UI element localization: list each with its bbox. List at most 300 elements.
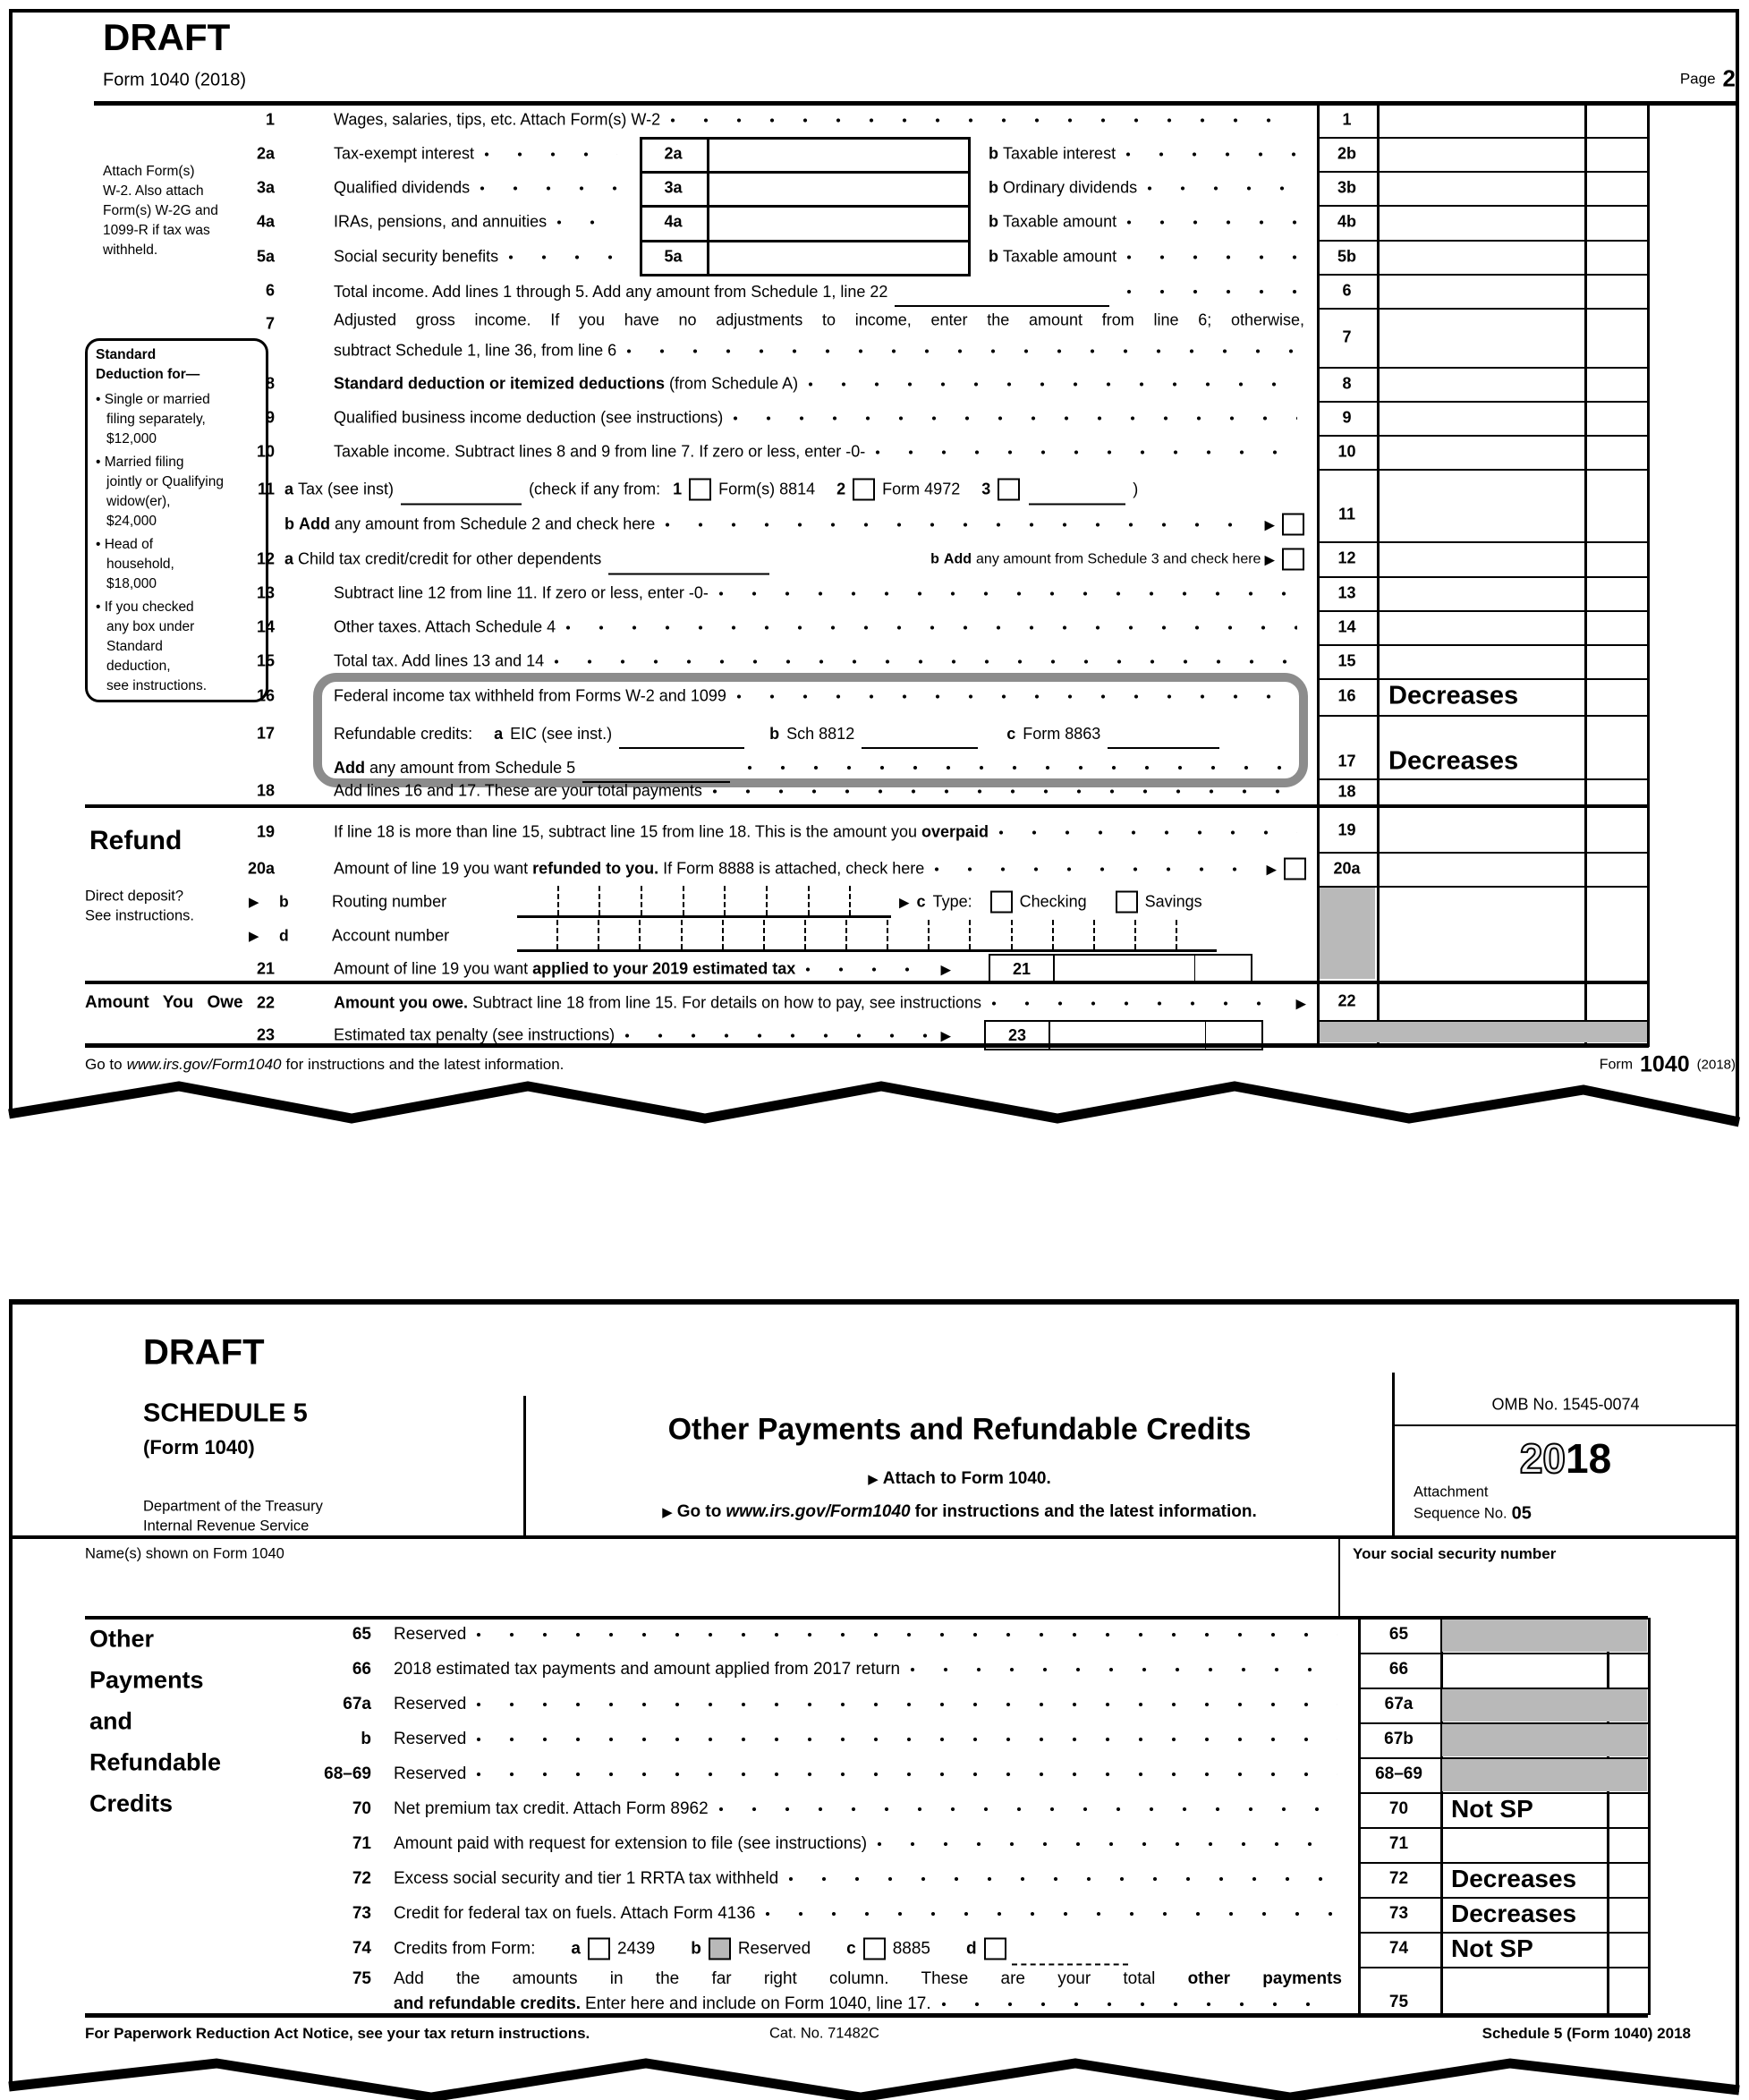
line-66-desc	[394, 1660, 1346, 1679]
digit-cell[interactable]	[1134, 920, 1176, 949]
direct-deposit-note: See instructions.	[85, 907, 194, 924]
digit-cell[interactable]	[1011, 920, 1052, 949]
sub-letter-d: d	[966, 1939, 977, 1958]
line-5b-amount-cell[interactable]	[1379, 242, 1583, 272]
row-66-number: 66	[1388, 1660, 1409, 1679]
arrow-icon: ▶	[1264, 517, 1275, 532]
form-title: Form 1040 (2018)	[103, 70, 247, 90]
line-17-draft-value: Decreases	[1388, 746, 1519, 776]
std-bullet: deduction,	[106, 659, 171, 674]
row-20a-number: 20a	[1333, 859, 1361, 878]
draft-watermark: DRAFT	[103, 16, 231, 58]
line-22-desc	[334, 994, 1306, 1013]
digit-cell[interactable]	[1052, 920, 1093, 949]
table-line	[1358, 1688, 1650, 1689]
line-17c-form8863: Form 8863	[1023, 724, 1101, 743]
row-4b-number: 4b	[1337, 212, 1356, 231]
line-7-text-2: subtract Schedule 1, line 36, from line 6	[334, 341, 617, 360]
line-6-desc	[334, 281, 1306, 302]
table-line	[1317, 678, 1649, 680]
digit-cell[interactable]	[598, 920, 639, 949]
arrow-icon: ▶	[249, 895, 259, 910]
check-1-label: 1	[673, 480, 683, 498]
std-bullet: household,	[106, 557, 174, 572]
line-9-desc	[334, 409, 1306, 428]
line-73-amount-cell[interactable]	[1442, 1899, 1605, 1930]
row-22-number: 22	[1337, 991, 1356, 1010]
line-22-text: Subtract line 18 from line 15. For details on how to pay, see instructions	[472, 993, 981, 1012]
line-1-number: 1	[265, 110, 275, 129]
line-21-amount-field[interactable]	[1055, 956, 1251, 982]
checking-checkbox[interactable]	[990, 891, 1013, 914]
line-10-amount-cell[interactable]	[1379, 437, 1583, 467]
dot-leaders	[483, 150, 617, 157]
dot-leaders	[717, 1806, 1337, 1813]
table-line	[1647, 103, 1650, 1047]
row-71-number: 71	[1388, 1834, 1409, 1853]
std-bullet: widow(er),	[106, 494, 171, 509]
line-12b-add: Add	[943, 551, 972, 566]
omb-underline	[1392, 1424, 1739, 1426]
line-19-text: If line 18 is more than line 15, subtract line 15 from line 18. This is the amount you	[334, 822, 918, 841]
line-3a-desc	[334, 179, 626, 198]
line-14-amount-cell[interactable]	[1379, 612, 1583, 642]
line-17-add-desc	[334, 757, 1297, 778]
table-line	[1584, 103, 1587, 1047]
line-18-number: 18	[256, 781, 275, 800]
digit-cell[interactable]	[557, 886, 599, 915]
line-75-bold-1: other payments	[1187, 1969, 1342, 1988]
line-3b-amount-cell[interactable]	[1379, 173, 1583, 203]
std-title: Standard	[96, 347, 157, 362]
digit-cell[interactable]	[928, 920, 969, 949]
line-1-desc	[334, 111, 1306, 130]
schedule-title: SCHEDULE 5	[143, 1399, 308, 1428]
line-75-number: 75	[352, 1969, 371, 1988]
amount-you-owe-label: Amount You Owe	[85, 993, 243, 1012]
sub-letter-b: b	[691, 1939, 701, 1958]
attach-note: Attach Form(s)	[103, 164, 195, 179]
page1-footer-right	[1467, 1052, 1736, 1078]
refund-label: Refund	[89, 826, 183, 855]
page1-border-top	[9, 9, 1739, 13]
row-74-number: 74	[1388, 1939, 1409, 1958]
line-2b-text: Taxable interest	[1003, 144, 1116, 163]
digit-cell[interactable]	[1176, 920, 1217, 949]
line-13-amount-cell[interactable]	[1379, 578, 1583, 608]
digit-cell[interactable]	[599, 886, 641, 915]
dot-leaders	[625, 347, 1297, 354]
row-16-number: 16	[1337, 686, 1356, 705]
dot-leaders	[1146, 184, 1297, 191]
row-2b-number: 2b	[1337, 144, 1356, 163]
section-label: Payments	[89, 1666, 204, 1694]
line-70-text: Net premium tax credit. Attach Form 8962	[394, 1799, 709, 1818]
checking-label: Checking	[1019, 892, 1087, 911]
schedule-form-ref: (Form 1040)	[143, 1436, 255, 1458]
form-4972-checkbox[interactable]	[853, 479, 875, 501]
digit-cell[interactable]	[804, 920, 845, 949]
line-7-desc-2	[334, 342, 1306, 361]
digit-cell[interactable]	[556, 920, 598, 949]
line-1-text: Wages, salaries, tips, etc. Attach Form(s) W-2	[334, 110, 661, 129]
goto-instruction	[523, 1502, 1396, 1522]
line-6-blank-field[interactable]	[895, 285, 1109, 307]
line-11a-tax-blank[interactable]	[401, 483, 522, 505]
line-10-desc	[334, 443, 1306, 462]
std-bullet: $12,000	[106, 431, 157, 446]
dot-leaders	[553, 658, 1297, 665]
draft-watermark: DRAFT	[143, 1332, 265, 1373]
row-13-number: 13	[1337, 583, 1356, 602]
line-74-amount-cell[interactable]	[1442, 1934, 1605, 1965]
line-8-amount-cell[interactable]	[1379, 369, 1583, 399]
form-8885-checkbox[interactable]	[863, 1938, 886, 1960]
row-65-number: 65	[1388, 1625, 1409, 1644]
attach-note: Form(s) W-2G and	[103, 203, 218, 218]
line-19-overpaid: overpaid	[921, 822, 989, 841]
digit-cell[interactable]	[845, 920, 887, 949]
page1-border-left	[9, 9, 13, 1115]
line-11a-other-blank[interactable]	[1029, 483, 1125, 505]
std-bullet: jointly or Qualifying	[106, 474, 224, 489]
line-17-add-blank[interactable]	[582, 761, 730, 783]
arrow-icon: ▶	[1295, 996, 1306, 1011]
footer-url[interactable]: www.irs.gov/Form1040	[126, 1056, 282, 1073]
dot-leaders	[998, 829, 1297, 836]
attach-note: 1099-R if tax was	[103, 223, 210, 238]
line-4a-amount-field[interactable]	[709, 207, 966, 237]
line-15-amount-cell[interactable]	[1379, 646, 1583, 676]
line-73-desc	[394, 1904, 1346, 1924]
name-field[interactable]	[85, 1564, 1329, 1613]
std-bullet: see instructions.	[106, 678, 207, 693]
row-18-number: 18	[1337, 782, 1356, 801]
line-13-text: Subtract line 12 from line 11. If zero or less, enter -0-	[334, 583, 709, 602]
footer-form-year: (2018)	[1696, 1057, 1736, 1073]
line-67b-desc	[394, 1730, 1346, 1749]
section-rule	[85, 1043, 1649, 1048]
close-paren: )	[1133, 480, 1139, 498]
line-17b-blank[interactable]	[862, 727, 978, 749]
line-5a-text: Social security benefits	[334, 247, 499, 266]
line-17a-blank[interactable]	[619, 727, 744, 749]
line-75-amount-cell[interactable]	[1442, 1968, 1605, 2013]
row-7-number: 7	[1342, 327, 1352, 346]
sub-letter-a: a	[571, 1939, 581, 1958]
line-12b-text: any amount from Schedule 3 and check here	[976, 551, 1261, 566]
line-19-amount-cell[interactable]	[1379, 810, 1583, 850]
dot-leaders	[874, 448, 1297, 455]
box-5a-label: 5a	[664, 247, 683, 266]
savings-label: Savings	[1144, 892, 1202, 911]
digit-cell[interactable]	[763, 920, 804, 949]
attach-note: withheld.	[103, 242, 158, 258]
line-2a-amount-field[interactable]	[709, 139, 966, 169]
arrow-icon: ▶	[940, 1028, 951, 1043]
form-8814-label: Form(s) 8814	[718, 480, 816, 498]
line-9-amount-cell[interactable]	[1379, 403, 1583, 433]
line-19-number: 19	[256, 822, 275, 841]
shaded-cell-68-69	[1442, 1759, 1647, 1791]
reserved-checkbox[interactable]	[709, 1938, 731, 1960]
line-70-draft-value: Not SP	[1451, 1795, 1533, 1823]
digit-cell[interactable]	[683, 886, 725, 915]
line-21-entry-box	[989, 954, 1252, 984]
table-line	[1317, 715, 1649, 717]
line-7-amount-cell[interactable]	[1379, 310, 1583, 365]
line-4b-text: Taxable amount	[1003, 212, 1117, 231]
dot-leaders	[507, 253, 617, 260]
line-8-text: (from Schedule A)	[669, 374, 799, 393]
line-12-desc	[284, 548, 1304, 571]
form-4972-label: Form 4972	[882, 480, 961, 498]
sub-letter-b: b	[769, 724, 780, 743]
line-6-text: Total income. Add lines 1 through 5. Add any amount from Schedule 1, line 22	[334, 282, 888, 301]
digit-cell[interactable]	[766, 886, 808, 915]
line-21-desc	[334, 960, 951, 979]
sub-letter-c: c	[846, 1939, 856, 1958]
header-bottom-rule	[9, 1535, 1739, 1539]
dot-leaders	[565, 624, 1297, 631]
line-71-amount-cell[interactable]	[1442, 1829, 1605, 1860]
line-12a-blank[interactable]	[608, 553, 769, 574]
page1-torn-edge	[0, 1069, 1749, 1132]
line-11a-text: Tax (see inst)	[298, 480, 395, 498]
line-75-bold-2: and refundable credits.	[394, 1994, 582, 2013]
line-8-text-bold: Standard deduction or itemized deductions	[334, 374, 666, 393]
routing-number-label: Routing number	[332, 892, 447, 911]
line-7-number: 7	[265, 314, 275, 333]
line-12b-checkbox[interactable]	[1282, 548, 1304, 571]
std-bullet: Standard	[106, 639, 163, 654]
line-23-desc	[334, 1026, 951, 1045]
page-number	[1601, 65, 1736, 93]
dot-leaders	[807, 380, 1297, 387]
line-11a-check-text: (check if any from:	[529, 480, 661, 498]
type-label: Type:	[932, 892, 972, 911]
footer-text: for instructions and the latest information.	[285, 1056, 565, 1073]
digit-cell[interactable]	[517, 886, 557, 915]
line-17-number: 17	[256, 724, 275, 743]
line-4b-amount-cell[interactable]	[1379, 207, 1583, 237]
line-67a-number: 67a	[343, 1695, 371, 1713]
dot-leaders	[475, 1771, 1337, 1778]
line-1-amount-cell[interactable]	[1379, 105, 1583, 135]
box-2a-label: 2a	[664, 144, 683, 163]
line-21-box-number: 21	[990, 956, 1055, 982]
arrow-icon: ▶	[940, 962, 951, 977]
line-22-owe: Amount you owe.	[334, 993, 468, 1012]
section-top-rule	[85, 1616, 1648, 1620]
dot-leaders	[804, 965, 931, 973]
line-17-text: Refundable credits:	[334, 724, 473, 743]
line-20a-refunded: refunded to you.	[532, 859, 659, 878]
line-11-number: 11	[257, 480, 275, 498]
line-5a-desc	[334, 248, 626, 267]
row-14-number: 14	[1337, 617, 1356, 636]
line-6-amount-cell[interactable]	[1379, 276, 1583, 306]
line-23-number: 23	[256, 1025, 275, 1044]
line-4a-text: IRAs, pensions, and annuities	[334, 212, 548, 231]
line-65-text: Reserved	[394, 1625, 467, 1644]
line-73-number: 73	[352, 1904, 371, 1923]
dot-leaders	[624, 1032, 931, 1039]
tax-year	[1392, 1434, 1739, 1483]
table-line	[1358, 1722, 1650, 1724]
dot-leaders	[1125, 150, 1297, 157]
dot-leaders	[787, 1875, 1337, 1883]
line-12a-text: Child tax credit/credit for other dependents	[298, 549, 602, 568]
std-bullet: • Married filing	[96, 455, 184, 470]
line-70-amount-cell[interactable]	[1442, 1794, 1605, 1825]
std-bullet: $24,000	[106, 514, 157, 529]
shaded-cell-67a	[1442, 1689, 1647, 1722]
digit-cell[interactable]	[639, 920, 680, 949]
shaded-row-23	[1320, 1022, 1647, 1042]
line-8-number: 8	[265, 374, 275, 393]
std-bullet: filing separately,	[106, 412, 206, 427]
dot-leaders	[746, 764, 1288, 771]
line-14-desc	[334, 618, 1306, 637]
digit-cell[interactable]	[969, 920, 1010, 949]
box-3a-label: 3a	[664, 178, 683, 197]
paperwork-notice: For Paperwork Reduction Act Notice, see your tax return instructions.	[85, 2025, 590, 2042]
dot-leaders	[475, 1631, 1337, 1638]
schedule5-main-title: Other Payments and Refundable Credits	[667, 1412, 1252, 1447]
form-2439-checkbox[interactable]	[588, 1938, 610, 1960]
line-12-amount-cell[interactable]	[1379, 543, 1583, 574]
line-b-letter: b	[279, 892, 289, 911]
line-5a-amount-field[interactable]	[709, 242, 966, 272]
section-rule	[85, 804, 1649, 808]
page1-border-right	[1736, 9, 1739, 1122]
dot-leaders	[556, 218, 617, 225]
line-2b-amount-cell[interactable]	[1379, 139, 1583, 169]
std-bullet: $18,000	[106, 576, 157, 591]
sub-letter-a: a	[284, 549, 294, 568]
sequence-value: 05	[1511, 1503, 1532, 1524]
row-5b-number: 5b	[1337, 247, 1356, 266]
digit-cell[interactable]	[887, 920, 928, 949]
arrow-icon: ▶	[868, 1472, 879, 1487]
ssn-field[interactable]	[1342, 1564, 1736, 1613]
line-20a-number: 20a	[247, 859, 275, 878]
sub-letter-b: b	[284, 514, 294, 533]
dot-leaders	[475, 1701, 1337, 1708]
shaded-cell-65	[1442, 1620, 1647, 1652]
reserved-label: Reserved	[737, 1939, 811, 1958]
line-75-text-2: Enter here and include on Form 1040, line 17.	[585, 1994, 931, 2013]
routing-number-field[interactable]	[517, 886, 891, 918]
line-10-number: 10	[256, 442, 275, 461]
line-18-amount-cell[interactable]	[1379, 780, 1583, 803]
savings-checkbox[interactable]	[1116, 891, 1138, 914]
sub-letter-c: c	[1006, 724, 1016, 743]
line-21-number: 21	[256, 959, 275, 978]
std-title: Deduction for—	[96, 367, 200, 382]
line-19-desc	[334, 823, 1306, 842]
line-17c-blank[interactable]	[1108, 727, 1219, 749]
form-8888-checkbox[interactable]	[1284, 858, 1306, 880]
dot-leaders	[909, 1666, 1337, 1673]
name-label: Name(s) shown on Form 1040	[85, 1545, 284, 1562]
line-72-amount-cell[interactable]	[1442, 1864, 1605, 1895]
row-15-number: 15	[1337, 651, 1356, 670]
line-72-text: Excess social security and tier 1 RRTA tax withheld	[394, 1869, 779, 1888]
sequence-label: Sequence No.	[1414, 1505, 1507, 1522]
digit-cell[interactable]	[517, 920, 556, 949]
other-form-blank[interactable]	[1012, 1947, 1128, 1965]
dot-leaders	[475, 1736, 1337, 1743]
std-bullet: any box under	[106, 619, 195, 634]
line-4b-desc	[989, 213, 1306, 232]
sub-letter-b: b	[930, 551, 939, 566]
line-14-text: Other taxes. Attach Schedule 4	[334, 617, 556, 636]
line-67a-desc	[394, 1695, 1346, 1714]
row-9-number: 9	[1342, 408, 1352, 427]
attachment-label: Attachment	[1414, 1484, 1489, 1501]
row-70-number: 70	[1388, 1799, 1409, 1818]
line-17b-sch8812: Sch 8812	[786, 724, 855, 743]
page2-border-top	[9, 1299, 1739, 1305]
line-4a-desc	[334, 213, 626, 232]
row-17-number: 17	[1337, 752, 1356, 770]
digit-cell[interactable]	[724, 886, 766, 915]
line-66-amount-cell[interactable]	[1442, 1654, 1605, 1686]
line-14-number: 14	[256, 617, 275, 636]
row-68-69-number: 68–69	[1375, 1764, 1422, 1783]
goto-text: Go to	[676, 1502, 722, 1521]
form-8814-checkbox[interactable]	[689, 479, 711, 501]
sub-letter-a: a	[494, 724, 504, 743]
line-3a-amount-field[interactable]	[709, 173, 966, 203]
line-12-number: 12	[256, 549, 275, 568]
std-bullet: • Single or married	[96, 392, 210, 407]
table-line	[1358, 1757, 1650, 1759]
dot-leaders	[735, 693, 1288, 700]
other-form-checkbox[interactable]	[984, 1938, 1006, 1960]
line-11-amount-cell[interactable]	[1379, 471, 1583, 540]
line-8-desc	[334, 375, 1306, 394]
goto-url[interactable]: www.irs.gov/Form1040	[726, 1502, 911, 1521]
account-number-label: Account number	[332, 926, 450, 945]
line-70-desc	[394, 1799, 1346, 1819]
line-2b-desc	[989, 145, 1306, 164]
digit-cell[interactable]	[1093, 920, 1134, 949]
digit-cell[interactable]	[722, 920, 763, 949]
section-label: Credits	[89, 1790, 174, 1817]
dot-leaders	[876, 1841, 1337, 1848]
line-20a-amount-cell[interactable]	[1379, 854, 1583, 884]
page2-border-left	[9, 1299, 13, 2085]
check-3-checkbox[interactable]	[998, 479, 1020, 501]
sub-letter-b: b	[989, 212, 998, 231]
line-67b-text: Reserved	[394, 1730, 467, 1748]
account-number-field[interactable]	[517, 920, 1217, 952]
ssn-label: Your social security number	[1353, 1545, 1557, 1562]
line-71-number: 71	[352, 1834, 371, 1853]
row-19-number: 19	[1337, 820, 1356, 839]
digit-cell[interactable]	[849, 886, 891, 915]
line-22-amount-cell[interactable]	[1379, 984, 1583, 1018]
line-5a-number: 5a	[256, 247, 275, 266]
line-9-number: 9	[265, 408, 275, 427]
digit-cell[interactable]	[808, 886, 850, 915]
digit-cell[interactable]	[681, 920, 722, 949]
line-11b-checkbox[interactable]	[1282, 514, 1304, 536]
digit-cell[interactable]	[641, 886, 683, 915]
